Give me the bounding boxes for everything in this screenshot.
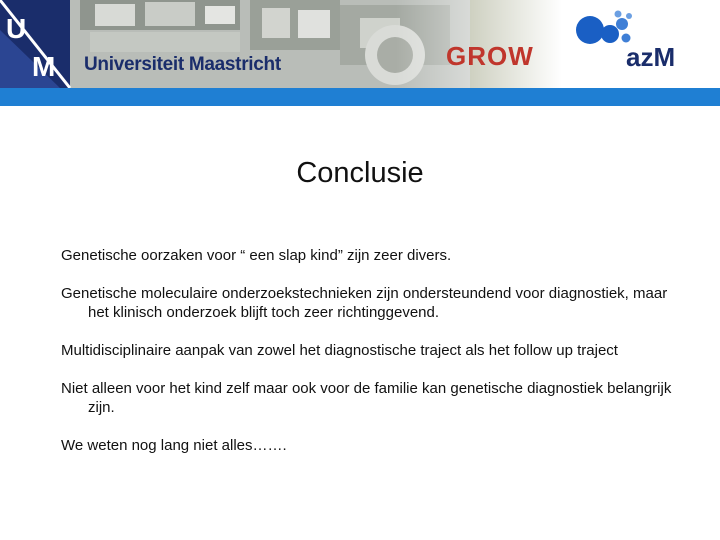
header-banner — [0, 0, 720, 88]
um-letter-u: U — [6, 13, 27, 44]
grow-logo-text: GROW — [446, 41, 534, 70]
um-shield-logo — [0, 0, 80, 88]
conclusion-paragraph-2: Genetische moleculaire onderzoekstechnieken zijn ondersteundend voor diagnostiek, maar het klinisch onderzoek blijft toch zeer richtinggevend. — [61, 285, 668, 321]
conclusion-paragraph-4: Niet alleen voor het kind zelf maar ook voor de familie kan genetische diagnostiek belangrijk zijn. — [61, 380, 672, 416]
conclusion-paragraph-1: Genetische oorzaken voor “ een slap kind” zijn zeer divers. — [61, 247, 452, 264]
grow-logo — [444, 40, 556, 70]
university-name: Universiteit Maastricht — [84, 54, 281, 75]
slide-body — [61, 246, 681, 474]
conclusion-paragraph-5: We weten nog lang niet alles……. — [61, 437, 287, 454]
slide-title: Conclusie — [296, 157, 424, 189]
azm-logo — [574, 8, 690, 72]
azm-logo-text: azM — [626, 42, 676, 72]
conclusion-paragraph-3: Multidisciplinaire aanpak van zowel het diagnostische traject als het follow up traject — [61, 342, 618, 359]
um-letter-m: M — [32, 51, 56, 82]
accent-strip — [0, 88, 720, 106]
